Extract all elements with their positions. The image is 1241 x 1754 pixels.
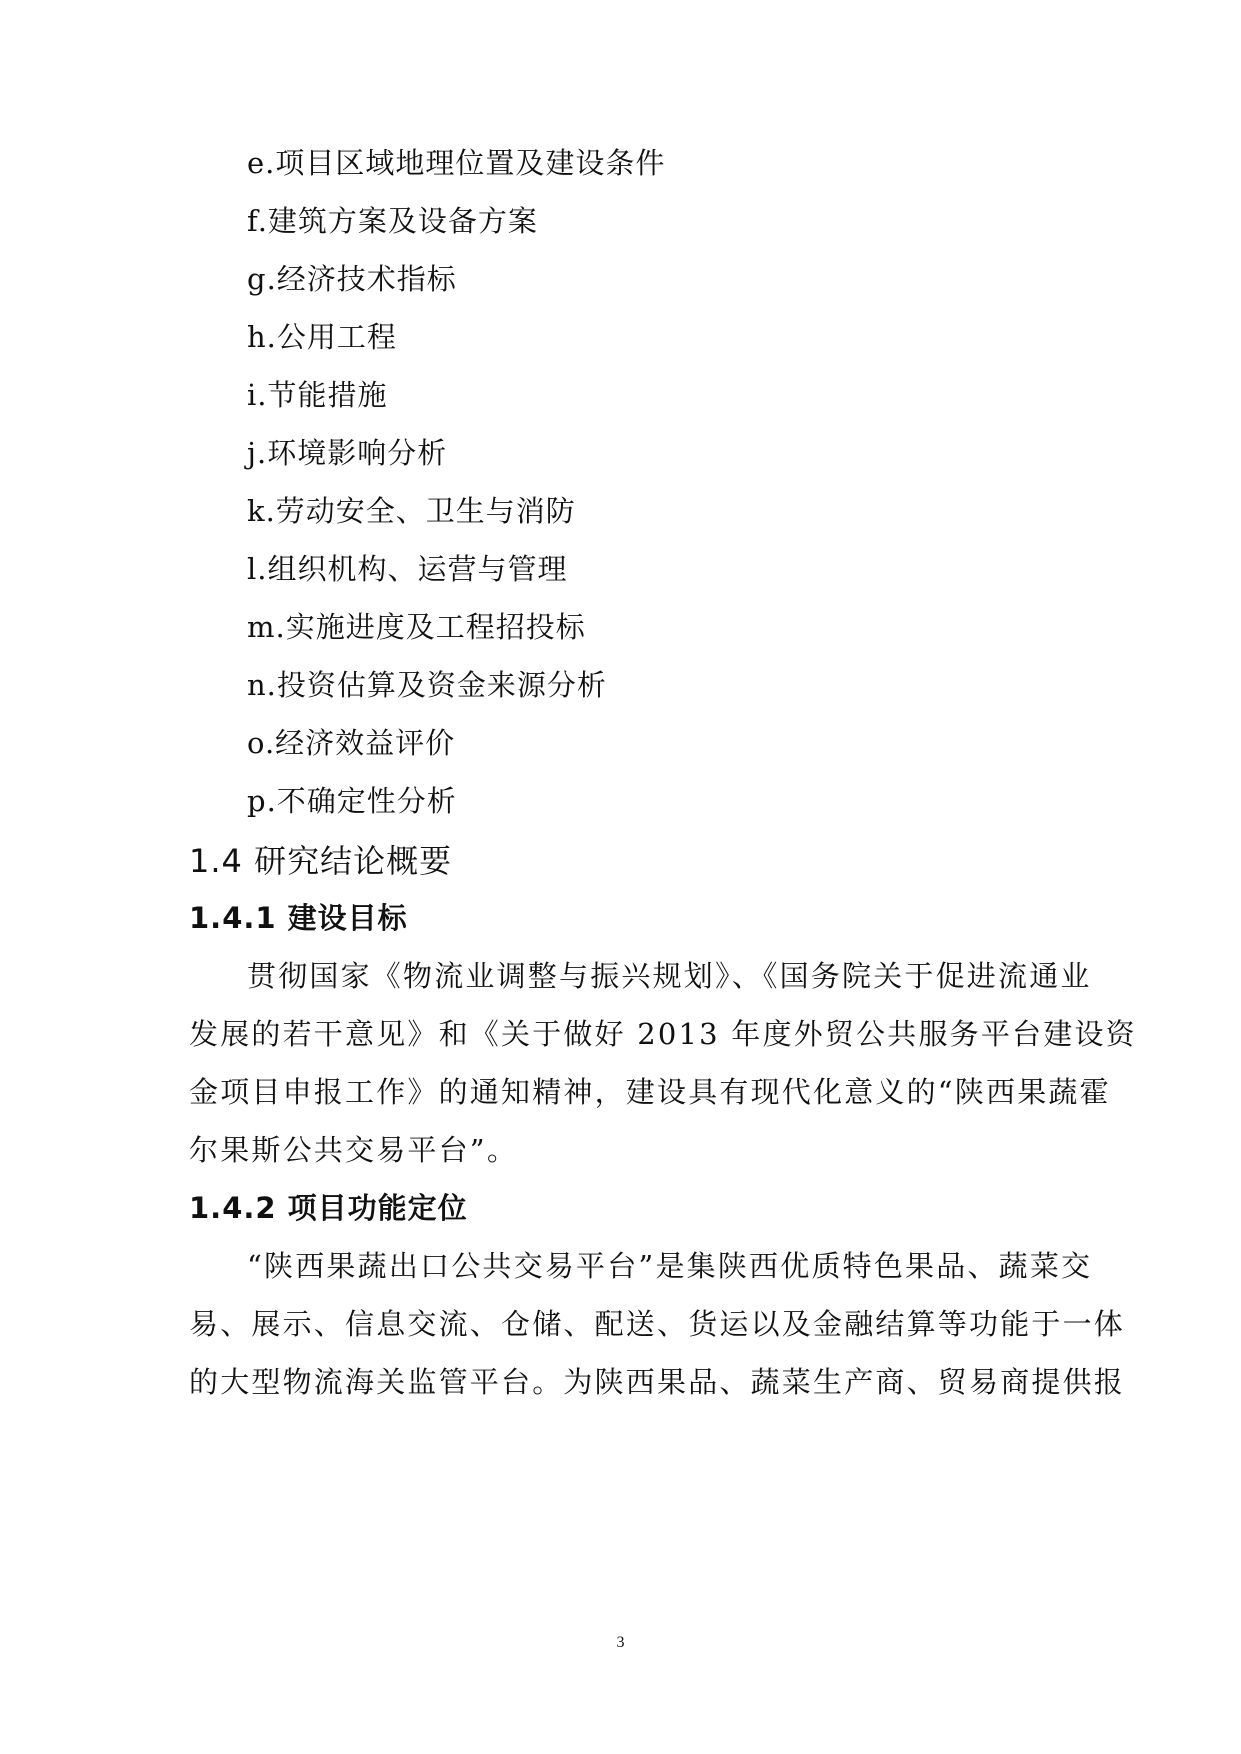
toc-item-n: n.投资估算及资金来源分析	[247, 668, 607, 702]
subsection-heading-function: 1.4.2 项目功能定位	[189, 1191, 468, 1225]
subsection-heading-goal: 1.4.1 建设目标	[189, 901, 408, 935]
paragraph-line: 发展的若干意见》和《关于做好 2013 年度外贸公共服务平台建设资	[189, 1017, 1137, 1051]
toc-item-j: j.环境影响分析	[247, 436, 448, 470]
paragraph-line: 的大型物流海关监管平台。为陕西果品、蔬菜生产商、贸易商提供报	[189, 1365, 1126, 1399]
page-number: 3	[616, 1634, 625, 1651]
toc-item-g: g.经济技术指标	[247, 262, 457, 296]
toc-item-l: l.组织机构、运营与管理	[247, 552, 568, 586]
toc-item-p: p.不确定性分析	[247, 784, 457, 818]
toc-item-f: f.建筑方案及设备方案	[247, 204, 538, 238]
toc-item-h: h.公用工程	[247, 320, 397, 354]
toc-item-e: e.项目区域地理位置及建设条件	[247, 146, 666, 180]
paragraph-line: 金项目申报工作》的通知精神，建设具有现代化意义的“陕西果蔬霍	[189, 1075, 1111, 1109]
section-heading: 1.4 研究结论概要	[189, 842, 453, 880]
toc-item-o: o.经济效益评价	[247, 726, 456, 760]
toc-item-m: m.实施进度及工程招投标	[247, 610, 586, 644]
paragraph-line: 贯彻国家《物流业调整与振兴规划》、《国务院关于促进流通业	[247, 959, 1092, 993]
toc-item-k: k.劳动安全、卫生与消防	[247, 494, 576, 528]
paragraph-line: 尔果斯公共交易平台”。	[189, 1133, 519, 1167]
paragraph-line: 易、展示、信息交流、仓储、配送、货运以及金融结算等功能于一体	[189, 1307, 1126, 1341]
toc-item-i: i.节能措施	[247, 378, 388, 412]
paragraph-line: “陕西果蔬出口公共交易平台”是集陕西优质特色果品、蔬菜交	[247, 1249, 1093, 1283]
